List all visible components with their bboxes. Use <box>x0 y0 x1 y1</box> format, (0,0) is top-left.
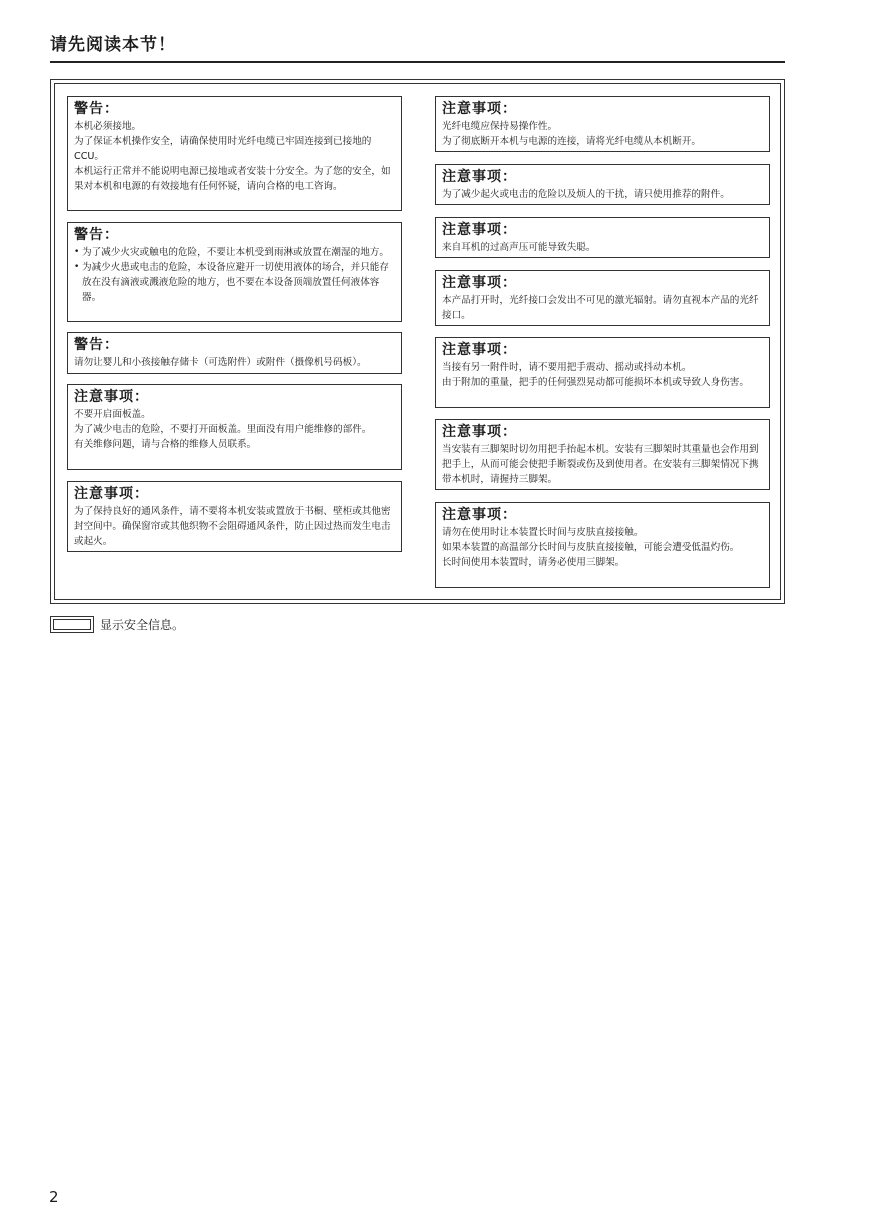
caution-text: 为了保持良好的通风条件，请不要将本机安装或置放于书橱、壁柜或其他密封空间中。确保窗帘或其他织物不会阻碍通风条件，防止因过热而发生电击或起火。 <box>74 506 391 547</box>
caution-text: 不要开启面板盖。 <box>74 409 151 420</box>
caution-title: 注意事项： <box>442 424 517 440</box>
warning-title: 警告： <box>74 227 119 243</box>
caution-text: 本产品打开时，光纤接口会发出不可见的激光辐射。请勿直视本产品的光纤接口。 <box>442 295 759 321</box>
warning-bullet-item: • 为了减少火灾或触电的危险，不要让本机受到雨淋或放置在潮湿的地方。 <box>74 245 395 260</box>
caution-box-skin-contact <box>435 502 770 588</box>
caution-text: 光纤电缆应保持易操作性。 <box>442 121 558 132</box>
caution-title: 注意事项： <box>442 275 517 291</box>
caution-text: 请勿在使用时让本装置长时间与皮肤直接接触。 <box>442 527 644 538</box>
legend-text: 显示安全信息。 <box>100 618 185 632</box>
caution-title: 注意事项： <box>442 507 517 523</box>
caution-title: 注意事项： <box>442 169 517 185</box>
caution-title: 注意事项： <box>442 342 517 358</box>
warning-bullet-list <box>74 245 395 305</box>
caution-text: 来自耳机的过高声压可能导致失聪。 <box>442 242 596 253</box>
warning-box-grounding <box>67 96 402 211</box>
warning-text: 本机必须接地。 <box>74 121 142 132</box>
caution-title: 注意事项： <box>442 101 517 117</box>
warning-box-fire-shock <box>67 222 402 322</box>
caution-title: 注意事项： <box>442 222 517 238</box>
caution-title: 注意事项： <box>74 486 149 502</box>
caution-box-panel-cover <box>67 384 402 470</box>
caution-text: 如果本装置的高温部分长时间与皮肤直接接触，可能会遭受低温灼伤。 <box>442 542 740 553</box>
caution-box-headphones <box>435 217 770 258</box>
caution-box-accessories <box>435 164 770 205</box>
caution-text: 长时间使用本装置时，请务必使用三脚架。 <box>442 557 625 568</box>
caution-box-laser <box>435 270 770 326</box>
page-number: 2 <box>49 1188 59 1206</box>
caution-text: 为了彻底断开本机与电源的连接，请将光纤电缆从本机断开。 <box>442 136 702 147</box>
caution-text: 有关维修问题，请与合格的维修人员联系。 <box>74 439 257 450</box>
caution-box-tripod-handle <box>435 419 770 490</box>
caution-text: 为了减少电击的危险，不要打开面板盖。里面没有用户能维修的部件。 <box>74 424 372 435</box>
caution-box-ventilation <box>67 481 402 552</box>
warning-text: 请勿让婴儿和小孩接触存储卡（可选附件）或附件（摄像机号码板）。 <box>74 357 367 368</box>
warning-title: 警告： <box>74 101 119 117</box>
safety-info-frame <box>50 79 785 604</box>
warning-box-children <box>67 332 402 374</box>
page-title: 请先阅读本节！ <box>50 35 176 55</box>
warning-text: 为了保证本机操作安全，请确保使用时光纤电缆已牢固连接到已接地的CCU。 <box>74 136 372 162</box>
caution-box-handle-shake <box>435 337 770 408</box>
caution-title: 注意事项： <box>74 389 149 405</box>
caution-text: 为了减少起火或电击的危险以及烦人的干扰，请只使用推荐的附件。 <box>442 189 730 200</box>
double-border-legend-icon <box>50 616 94 633</box>
caution-text: 当接有另一附件时，请不要用把手震动、摇动或抖动本机。 <box>442 362 692 373</box>
warning-title: 警告： <box>74 337 119 353</box>
caution-text: 当安装有三脚架时切勿用把手抬起本机。安装有三脚架时其重量也会作用到把手上，从而可能会使把手断裂或伤及到使用者。在安装有三脚架情况下携带本机时，请握持三脚架。 <box>442 444 759 485</box>
title-divider <box>50 61 785 63</box>
safety-info-inner-frame <box>54 83 781 600</box>
caution-box-fiber-cable <box>435 96 770 152</box>
warning-bullet-item: • 为减少火患或电击的危险，本设备应避开一切使用液体的场合，并只能存放在没有滴液或溅液危险的地方，也不要在本设备顶端放置任何液体容器。 <box>74 260 395 305</box>
caution-text: 由于附加的重量，把手的任何强烈晃动都可能损坏本机或导致人身伤害。 <box>442 377 749 388</box>
warning-text: 本机运行正常并不能说明电源已接地或者安装十分安全。为了您的安全，如果对本机和电源的有效接地有任何怀疑，请向合格的电工咨询。 <box>74 166 391 192</box>
